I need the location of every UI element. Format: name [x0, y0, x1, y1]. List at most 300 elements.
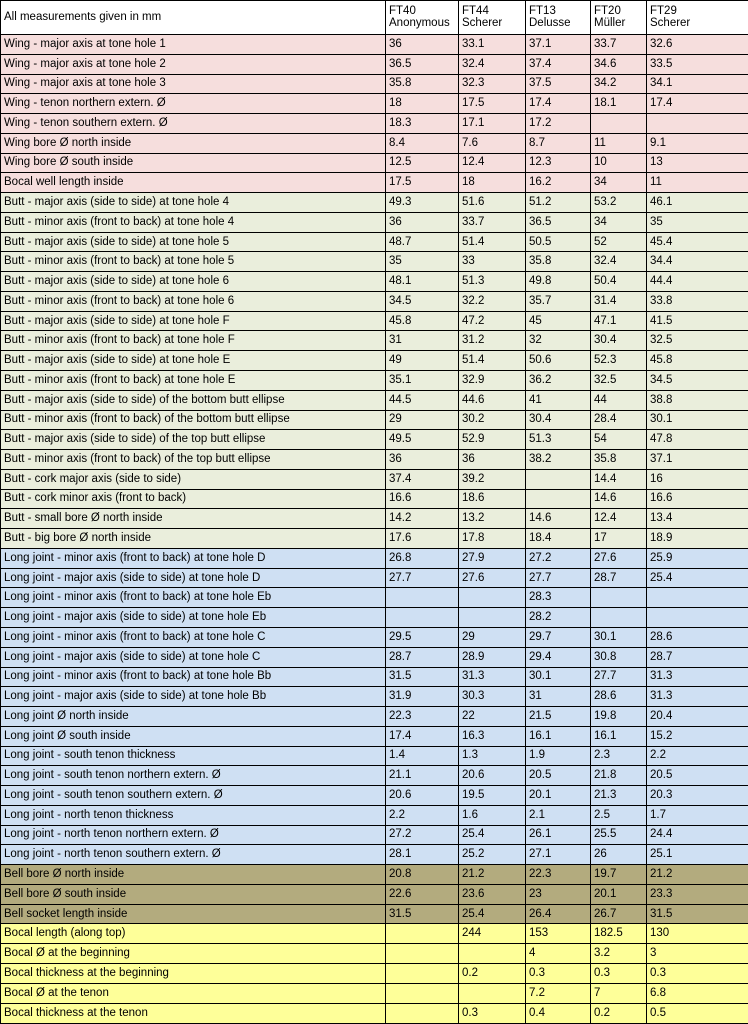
row-value: 27.2: [526, 548, 591, 568]
row-value: 28.6: [591, 687, 647, 707]
row-label: Long joint - south tenon thickness: [1, 746, 386, 766]
row-value: 16: [647, 469, 748, 489]
row-value: 30.1: [591, 627, 647, 647]
row-value: [386, 608, 459, 628]
row-value: 32.5: [647, 331, 748, 351]
row-value: 20.3: [647, 786, 748, 806]
row-value: 34.5: [386, 291, 459, 311]
row-value: 6.8: [647, 983, 748, 1003]
row-value: 20.1: [526, 786, 591, 806]
row-value: 21.2: [459, 865, 526, 885]
row-value: 52.3: [591, 351, 647, 371]
row-value: 0.2: [459, 963, 526, 983]
row-label: Wing - major axis at tone hole 1: [1, 35, 386, 55]
row-value: [647, 588, 748, 608]
row-value: 0.3: [459, 1003, 526, 1023]
row-value: 49.3: [386, 193, 459, 213]
row-value: 18: [386, 94, 459, 114]
row-value: 0.2: [591, 1003, 647, 1023]
header-column-3-line1: FT20: [594, 4, 621, 17]
row-value: 28.6: [647, 627, 748, 647]
row-value: 25.2: [459, 845, 526, 865]
row-value: 16.1: [526, 726, 591, 746]
row-label: Long joint - north tenon northern extern. Ø: [1, 825, 386, 845]
row-value: 28.1: [386, 845, 459, 865]
row-label: Long joint Ø south inside: [1, 726, 386, 746]
row-value: 44.5: [386, 390, 459, 410]
row-value: 18.3: [386, 114, 459, 134]
row-value: 31.9: [386, 687, 459, 707]
row-value: 27.2: [386, 825, 459, 845]
row-value: 21.1: [386, 766, 459, 786]
row-value: 35.8: [591, 450, 647, 470]
row-value: 22: [459, 707, 526, 727]
row-value: 31.2: [459, 331, 526, 351]
row-value: 17.1: [459, 114, 526, 134]
row-value: 25.4: [459, 904, 526, 924]
row-value: [526, 489, 591, 509]
row-value: 7.2: [526, 983, 591, 1003]
row-value: 31.3: [647, 667, 748, 687]
table-row: [1, 54, 748, 74]
row-value: 19.7: [591, 865, 647, 885]
row-value: 29.7: [526, 627, 591, 647]
table-row: [1, 608, 748, 628]
row-value: 47.8: [647, 430, 748, 450]
row-value: 45.8: [647, 351, 748, 371]
row-value: 26.8: [386, 548, 459, 568]
row-value: 23: [526, 884, 591, 904]
row-value: 53.2: [591, 193, 647, 213]
row-value: 20.1: [591, 884, 647, 904]
row-value: 19.5: [459, 786, 526, 806]
row-value: 13: [647, 153, 748, 173]
row-value: 50.6: [526, 351, 591, 371]
row-value: 31: [386, 331, 459, 351]
row-value: 37.5: [526, 74, 591, 94]
row-label: Butt - minor axis (front to back) of the bottom butt ellipse: [1, 410, 386, 430]
row-value: [591, 588, 647, 608]
row-value: 11: [647, 173, 748, 193]
row-value: [459, 983, 526, 1003]
row-value: 27.6: [591, 548, 647, 568]
row-value: 30.2: [459, 410, 526, 430]
row-label: Butt - big bore Ø north inside: [1, 529, 386, 549]
row-label: Bell bore Ø north inside: [1, 865, 386, 885]
row-value: 28.7: [647, 647, 748, 667]
row-value: 32.9: [459, 371, 526, 391]
table-row: [1, 94, 748, 114]
row-label: Butt - major axis (side to side) of the top butt ellipse: [1, 430, 386, 450]
row-label: Bocal thickness at the tenon: [1, 1003, 386, 1023]
row-value: 14.4: [591, 469, 647, 489]
row-value: 34.5: [647, 371, 748, 391]
row-value: 31.5: [386, 667, 459, 687]
header-column-4-line2: Scherer: [650, 17, 691, 29]
row-value: 47.2: [459, 311, 526, 331]
row-value: 27.6: [459, 568, 526, 588]
row-value: 27.7: [386, 568, 459, 588]
row-value: 22.6: [386, 884, 459, 904]
row-value: [591, 608, 647, 628]
header-column-3-line2: Müller: [594, 17, 626, 29]
row-value: 31.5: [386, 904, 459, 924]
row-value: 3.2: [591, 944, 647, 964]
row-value: 244: [459, 924, 526, 944]
row-value: 20.6: [386, 786, 459, 806]
row-value: [647, 608, 748, 628]
row-value: 47.1: [591, 311, 647, 331]
row-value: 23.3: [647, 884, 748, 904]
row-value: 17.5: [459, 94, 526, 114]
row-value: [386, 963, 459, 983]
row-value: 0.3: [591, 963, 647, 983]
row-label: Long joint - south tenon northern extern. Ø: [1, 766, 386, 786]
row-value: 35.7: [526, 291, 591, 311]
row-label: Wing - tenon southern extern. Ø: [1, 114, 386, 134]
table-row: [1, 450, 748, 470]
header-column-4: [647, 1, 748, 35]
header-column-0-line2: Anonymous: [389, 17, 450, 29]
table-row: [1, 647, 748, 667]
row-value: 38.8: [647, 390, 748, 410]
row-value: 34.2: [591, 74, 647, 94]
table-row: [1, 410, 748, 430]
row-value: 35.8: [526, 252, 591, 272]
table-row: [1, 430, 748, 450]
row-label: Wing - major axis at tone hole 2: [1, 54, 386, 74]
row-value: 14.6: [591, 489, 647, 509]
row-value: 9.1: [647, 133, 748, 153]
row-value: 21.2: [647, 865, 748, 885]
table-row: [1, 489, 748, 509]
row-value: 35: [647, 212, 748, 232]
row-value: 0.5: [647, 1003, 748, 1023]
row-value: 29.4: [526, 647, 591, 667]
row-label: Butt - major axis (side to side) of the bottom butt ellipse: [1, 390, 386, 410]
table-row: [1, 74, 748, 94]
row-label: Butt - small bore Ø north inside: [1, 509, 386, 529]
row-value: 28.9: [459, 647, 526, 667]
row-value: 16.6: [647, 489, 748, 509]
row-value: 17.4: [386, 726, 459, 746]
row-label: Butt - major axis (side to side) at tone hole 6: [1, 272, 386, 292]
header-column-1-line1: FT44: [462, 4, 489, 17]
row-value: 38.2: [526, 450, 591, 470]
row-value: 153: [526, 924, 591, 944]
row-value: 17.4: [647, 94, 748, 114]
table-row: [1, 291, 748, 311]
row-value: 30.1: [647, 410, 748, 430]
row-value: [459, 588, 526, 608]
row-value: 33.5: [647, 54, 748, 74]
row-value: 41: [526, 390, 591, 410]
table-row: [1, 726, 748, 746]
row-value: 7: [591, 983, 647, 1003]
row-value: 19.8: [591, 707, 647, 727]
row-label: Butt - minor axis (front to back) at tone hole E: [1, 371, 386, 391]
row-value: 26: [591, 845, 647, 865]
row-value: 18.9: [647, 529, 748, 549]
row-label: Butt - minor axis (front to back) at tone hole 6: [1, 291, 386, 311]
row-label: Long joint Ø north inside: [1, 707, 386, 727]
table-row: [1, 371, 748, 391]
table-row: [1, 548, 748, 568]
row-value: 27.1: [526, 845, 591, 865]
row-value: 30.4: [591, 331, 647, 351]
row-value: 2.2: [647, 746, 748, 766]
table-row: [1, 529, 748, 549]
row-value: 29.5: [386, 627, 459, 647]
table-row: [1, 805, 748, 825]
row-label: Wing - major axis at tone hole 3: [1, 74, 386, 94]
row-value: 15.2: [647, 726, 748, 746]
row-value: 28.4: [591, 410, 647, 430]
row-value: 34: [591, 173, 647, 193]
row-label: Long joint - major axis (side to side) at tone hole Eb: [1, 608, 386, 628]
row-value: 20.6: [459, 766, 526, 786]
row-label: Bocal length (along top): [1, 924, 386, 944]
row-value: 28.7: [591, 568, 647, 588]
row-value: 17.8: [459, 529, 526, 549]
table-row: [1, 924, 748, 944]
row-value: 30.8: [591, 647, 647, 667]
row-value: 20.5: [647, 766, 748, 786]
row-value: 22.3: [386, 707, 459, 727]
table-row: [1, 944, 748, 964]
row-value: 52.9: [459, 430, 526, 450]
row-value: 8.7: [526, 133, 591, 153]
row-value: 20.5: [526, 766, 591, 786]
row-value: 1.6: [459, 805, 526, 825]
row-value: 44.4: [647, 272, 748, 292]
table-row: [1, 983, 748, 1003]
row-value: 34: [591, 212, 647, 232]
row-value: 49.8: [526, 272, 591, 292]
table-row: [1, 1003, 748, 1023]
table-row: [1, 825, 748, 845]
row-value: 21.5: [526, 707, 591, 727]
table-row: [1, 469, 748, 489]
row-value: 45: [526, 311, 591, 331]
row-value: 12.5: [386, 153, 459, 173]
row-value: 17.2: [526, 114, 591, 134]
row-value: 27.7: [526, 568, 591, 588]
row-value: 20.4: [647, 707, 748, 727]
row-value: 17.6: [386, 529, 459, 549]
row-value: 51.3: [459, 272, 526, 292]
table-row: [1, 272, 748, 292]
row-label: Bocal well length inside: [1, 173, 386, 193]
row-value: 24.4: [647, 825, 748, 845]
row-value: 36: [459, 450, 526, 470]
row-value: 1.4: [386, 746, 459, 766]
row-label: Long joint - north tenon southern extern. Ø: [1, 845, 386, 865]
header-column-2-line1: FT13: [529, 4, 556, 17]
row-value: 2.1: [526, 805, 591, 825]
row-value: 41.5: [647, 311, 748, 331]
table-row: [1, 133, 748, 153]
row-value: 51.4: [459, 351, 526, 371]
row-value: 28.7: [386, 647, 459, 667]
row-value: 32.4: [591, 252, 647, 272]
row-value: 18: [459, 173, 526, 193]
row-label: Long joint - minor axis (front to back) at tone hole D: [1, 548, 386, 568]
row-value: 32.3: [459, 74, 526, 94]
table-row: [1, 865, 748, 885]
row-value: 182.5: [591, 924, 647, 944]
row-value: 35.1: [386, 371, 459, 391]
row-value: 31: [526, 687, 591, 707]
row-value: 18.4: [526, 529, 591, 549]
row-value: [459, 944, 526, 964]
row-value: 33.7: [591, 35, 647, 55]
row-value: 45.8: [386, 311, 459, 331]
row-value: 29: [386, 410, 459, 430]
row-value: 26.7: [591, 904, 647, 924]
row-value: 49: [386, 351, 459, 371]
table-row: [1, 252, 748, 272]
row-value: [591, 114, 647, 134]
row-value: 49.5: [386, 430, 459, 450]
row-value: 29: [459, 627, 526, 647]
row-value: 45.4: [647, 232, 748, 252]
row-value: 36: [386, 450, 459, 470]
row-value: 8.4: [386, 133, 459, 153]
row-label: Long joint - major axis (side to side) at tone hole C: [1, 647, 386, 667]
row-value: 3: [647, 944, 748, 964]
row-value: 11: [591, 133, 647, 153]
row-value: 130: [647, 924, 748, 944]
table-row: [1, 884, 748, 904]
row-value: 17: [591, 529, 647, 549]
row-value: 33: [459, 252, 526, 272]
row-value: 33.1: [459, 35, 526, 55]
row-value: 48.7: [386, 232, 459, 252]
row-label: Bocal thickness at the beginning: [1, 963, 386, 983]
table-row: [1, 390, 748, 410]
row-value: 25.5: [591, 825, 647, 845]
row-value: 37.4: [526, 54, 591, 74]
row-label: Butt - minor axis (front to back) at tone hole F: [1, 331, 386, 351]
row-value: 2.5: [591, 805, 647, 825]
row-value: 50.4: [591, 272, 647, 292]
row-value: 51.2: [526, 193, 591, 213]
row-value: 36.5: [386, 54, 459, 74]
row-label: Butt - minor axis (front to back) of the top butt ellipse: [1, 450, 386, 470]
row-label: Bocal Ø at the tenon: [1, 983, 386, 1003]
row-value: 16.6: [386, 489, 459, 509]
row-value: 16.3: [459, 726, 526, 746]
row-label: Butt - major axis (side to side) at tone hole E: [1, 351, 386, 371]
row-value: 1.9: [526, 746, 591, 766]
table-row: [1, 173, 748, 193]
row-label: Long joint - minor axis (front to back) at tone hole Bb: [1, 667, 386, 687]
row-value: 48.1: [386, 272, 459, 292]
header-column-0-line1: FT40: [389, 4, 416, 17]
table-row: [1, 212, 748, 232]
row-value: 17.4: [526, 94, 591, 114]
row-value: 26.1: [526, 825, 591, 845]
row-value: 31.3: [459, 667, 526, 687]
row-value: 30.3: [459, 687, 526, 707]
row-label: Bell bore Ø south inside: [1, 884, 386, 904]
table-row: [1, 707, 748, 727]
row-value: [386, 1003, 459, 1023]
row-value: 21.3: [591, 786, 647, 806]
row-value: 33.7: [459, 212, 526, 232]
row-label: Wing bore Ø south inside: [1, 153, 386, 173]
row-value: 0.3: [526, 963, 591, 983]
header-measurements-label: All measurements given in mm: [1, 1, 386, 35]
row-value: [647, 114, 748, 134]
table-row: [1, 667, 748, 687]
row-value: 16.1: [591, 726, 647, 746]
row-value: 23.6: [459, 884, 526, 904]
row-value: 28.3: [526, 588, 591, 608]
row-value: 25.4: [647, 568, 748, 588]
header-column-4-line1: FT29: [650, 4, 677, 17]
row-value: 37.4: [386, 469, 459, 489]
table-row: [1, 746, 748, 766]
row-value: 32.5: [591, 371, 647, 391]
table-row: [1, 509, 748, 529]
row-value: 30.4: [526, 410, 591, 430]
header-column-0: [386, 1, 459, 35]
row-value: 27.9: [459, 548, 526, 568]
row-value: 54: [591, 430, 647, 450]
row-value: 0.4: [526, 1003, 591, 1023]
row-value: 46.1: [647, 193, 748, 213]
table-row: [1, 786, 748, 806]
table-row: [1, 331, 748, 351]
table-row: [1, 627, 748, 647]
row-value: 36: [386, 35, 459, 55]
header-column-1-line2: Scherer: [462, 17, 503, 29]
row-value: 18.1: [591, 94, 647, 114]
row-value: 2.2: [386, 805, 459, 825]
header-column-2: [526, 1, 591, 35]
row-label: Long joint - north tenon thickness: [1, 805, 386, 825]
row-value: 2.3: [591, 746, 647, 766]
row-label: Long joint - major axis (side to side) at tone hole Bb: [1, 687, 386, 707]
row-value: 14.2: [386, 509, 459, 529]
row-label: Long joint - minor axis (front to back) at tone hole C: [1, 627, 386, 647]
row-value: 28.2: [526, 608, 591, 628]
table-row: [1, 311, 748, 331]
row-value: 32.2: [459, 291, 526, 311]
table-row: [1, 153, 748, 173]
table-row: [1, 845, 748, 865]
row-value: 16.2: [526, 173, 591, 193]
row-value: 17.5: [386, 173, 459, 193]
row-value: 30.1: [526, 667, 591, 687]
row-label: Butt - minor axis (front to back) at tone hole 5: [1, 252, 386, 272]
row-value: 13.4: [647, 509, 748, 529]
row-value: 33.8: [647, 291, 748, 311]
table-body: [1, 35, 748, 1024]
table-row: [1, 351, 748, 371]
header-row: [1, 1, 748, 35]
row-label: Butt - major axis (side to side) at tone hole 5: [1, 232, 386, 252]
table-row: [1, 114, 748, 134]
table-row: [1, 963, 748, 983]
table-row: [1, 35, 748, 55]
row-label: Butt - minor axis (front to back) at tone hole 4: [1, 212, 386, 232]
row-value: 34.1: [647, 74, 748, 94]
row-value: 51.4: [459, 232, 526, 252]
row-value: 26.4: [526, 904, 591, 924]
